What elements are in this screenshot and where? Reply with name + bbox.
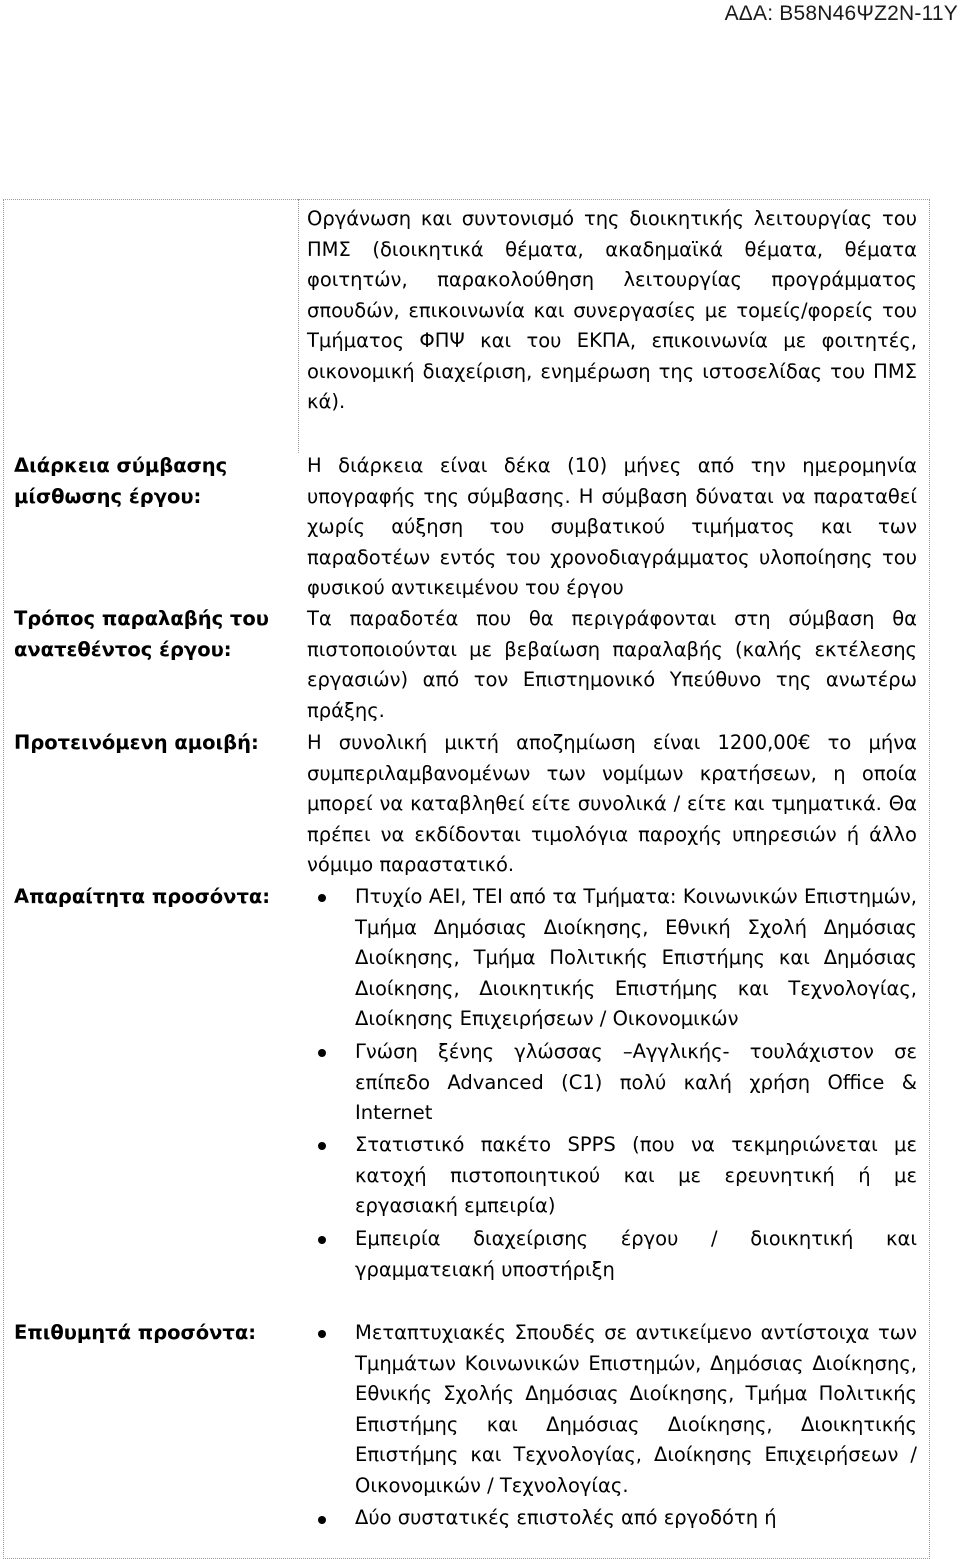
fee-label: Προτεινόμενη αμοιβή: <box>14 731 259 754</box>
ada-code: ΑΔΑ: Β58Ν46ΨΖ2Ν-11Υ <box>724 2 958 25</box>
required-label: Απαραίτητα προσόντα: <box>14 885 271 908</box>
desired-item: Δύο συστατικές επιστολές από εργοδότη ή <box>355 1506 777 1529</box>
bullet-icon <box>318 1142 326 1150</box>
bullet-icon <box>318 1236 326 1244</box>
bullet-icon <box>318 1516 326 1524</box>
continuation-text: Οργάνωση και συντονισμό της διοικητικής λειτουργίας του ΠΜΣ (διοικητικά θέματα, ακαδημαϊκά θέματα, θέματα φοιτητών, παρακολούθηση λειτουργίας προγράμματος σπουδών, επικοινωνία και συνεργασίες με τομείς/φορείς του Τμήματος ΦΠΨ και του ΕΚΠΑ, επικοινωνία με φοιτητές, οικονομική διαχείριση, ενημέρωση της ιστοσελίδας του ΠΜΣ κά). <box>307 207 917 413</box>
required-item: Εμπειρία διαχείρισης έργου / διοικητική και γραμματειακή υποστήριξη <box>355 1227 917 1281</box>
required-item: Γνώση ξένης γλώσσας –Αγγλικής- τουλάχιστον σε επίπεδο Advanced (C1) πολύ καλή χρήση Office & Internet <box>355 1040 917 1124</box>
desired-item: Μεταπτυχιακές Σπουδές σε αντικείμενο αντίστοιχα των Τμημάτων Κοινωνικών Επιστημών, Δημόσιας Διοίκησης, Εθνικής Σχολής Δημόσιας Διοίκησης, Τμήμα Πολιτικής Επιστήμης και Δημόσιας Διοίκησης, Διοικητικής Επιστήμης και Τεχνολογίας, Διοίκησης Επιχειρήσεων / Οικονομικών / Τεχνολογίας. <box>355 1321 917 1497</box>
bullet-icon <box>318 1330 326 1338</box>
column-divider <box>298 199 299 453</box>
duration-value: Η διάρκεια είναι δέκα (10) μήνες από την ημερομηνία υπογραφής της σύμβασης. Η σύμβαση δύναται να παραταθεί χωρίς αύξηση του συμβατικού τιμήματος και των παραδοτέων εντός του χρονοδιαγράμματος υλοποίησης του φυσικού αντικειμένου του έργου <box>307 454 917 599</box>
required-item: Πτυχίο ΑΕΙ, ΤΕΙ από τα Τμήματα: Κοινωνικών Επιστημών, Τμήμα Δημόσιας Διοίκησης, Εθνική Σχολή Δημόσιας Διοίκησης, Τμήμα Πολιτικής Επιστήμης και Δημόσιας Διοίκησης, Διοικητικής Επιστήμης και Τεχνολογίας, Διοίκησης Επιχειρήσεων / Οικονομικών <box>355 885 917 1030</box>
fee-value: Η συνολική μικτή αποζημίωση είναι 1200,00€ το μήνα συμπεριλαμβανομένων των νομίμων κρατήσεων, η οποία μπορεί να καταβληθεί είτε συνολικά / είτε και τμηματικά. Θα πρέπει να εκδίδονται τιμολόγια παροχής υπηρεσιών ή άλλο νόμιμο παραστατικό. <box>307 731 917 876</box>
required-item: Στατιστικό πακέτο SPPS (που να τεκμηριώνεται με κατοχή πιστοποιητικού και με ερευνητική ή με εργασιακή εμπειρία) <box>355 1133 917 1217</box>
bullet-icon <box>318 1049 326 1057</box>
bullet-icon <box>318 894 326 902</box>
delivery-label: Τρόπος παραλαβής του ανατεθέντος έργου: <box>14 607 269 661</box>
desired-label: Επιθυμητά προσόντα: <box>14 1321 257 1344</box>
duration-label: Διάρκεια σύμβασης μίσθωσης έργου: <box>14 454 228 508</box>
delivery-value: Τα παραδοτέα που θα περιγράφονται στη σύμβαση θα πιστοποιούνται με βεβαίωση παραλαβής (καλής εκτέλεσης εργασιών) από τον Επιστημονικό Υπεύθυνο της ανωτέρω πράξης. <box>307 607 917 722</box>
